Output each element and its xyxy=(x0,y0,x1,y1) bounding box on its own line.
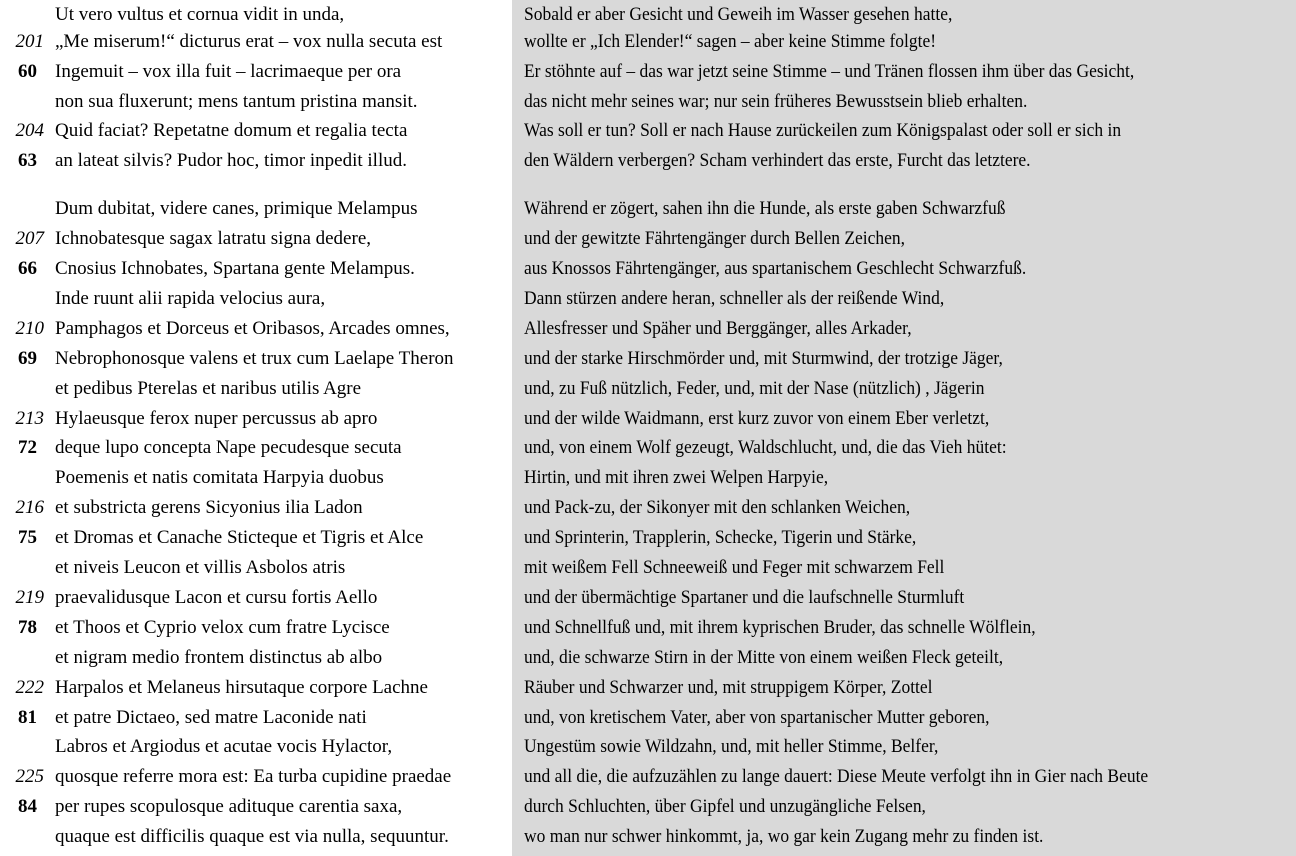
line-number: 84 xyxy=(18,796,37,817)
line-number: 213 xyxy=(15,408,44,429)
text-row xyxy=(0,254,1296,284)
german-translation: und, zu Fuß nützlich, Feder, und, mit der Nase (nützlich) , Jägerin xyxy=(524,378,985,399)
latin-verse: per rupes scopulosque adituque carentia saxa, xyxy=(55,796,403,817)
text-row xyxy=(0,643,1296,673)
latin-verse: Cnosius Ichnobates, Spartana gente Melampus. xyxy=(55,258,415,279)
german-translation: mit weißem Fell Schneeweiß und Feger mit schwarzem Fell xyxy=(524,557,945,578)
latin-verse: praevalidusque Lacon et cursu fortis Aello xyxy=(55,587,378,608)
latin-verse: deque lupo concepta Nape pecudesque secuta xyxy=(55,437,402,458)
german-translation: Ungestüm sowie Wildzahn, und, mit heller Stimme, Belfer, xyxy=(524,736,939,757)
text-row xyxy=(0,463,1296,493)
german-translation: und, von kretischem Vater, aber von spartanischer Mutter geboren, xyxy=(524,707,990,728)
text-row xyxy=(0,792,1296,822)
latin-verse: et niveis Leucon et villis Asbolos atris xyxy=(55,557,346,578)
line-number: 69 xyxy=(18,348,37,369)
text-row xyxy=(0,224,1296,254)
text-row xyxy=(0,433,1296,463)
latin-verse: Harpalos et Melaneus hirsutaque corpore Lachne xyxy=(55,677,428,698)
text-row xyxy=(0,523,1296,553)
line-number: 81 xyxy=(18,707,37,728)
line-number: 78 xyxy=(18,617,37,638)
latin-verse: non sua fluxerunt; mens tantum pristina mansit. xyxy=(55,91,418,112)
text-row xyxy=(0,57,1296,87)
line-number: 207 xyxy=(15,228,44,249)
german-translation: und der gewitzte Fährtengänger durch Bellen Zeichen, xyxy=(524,228,906,249)
line-number: 66 xyxy=(18,258,37,279)
german-translation: und Pack-zu, der Sikonyer mit den schlanken Weichen, xyxy=(524,497,911,518)
latin-verse: Pamphagos et Dorceus et Oribasos, Arcades omnes, xyxy=(55,318,450,339)
text-row xyxy=(0,284,1296,314)
text-row xyxy=(0,583,1296,613)
german-translation: Während er zögert, sahen ihn die Hunde, als erste gaben Schwarzfuß xyxy=(524,198,1006,219)
text-row xyxy=(0,553,1296,583)
line-number: 210 xyxy=(15,318,44,339)
german-translation: und all die, die aufzuzählen zu lange dauert: Diese Meute verfolgt ihn in Gier nach Beute xyxy=(524,766,1149,787)
text-row xyxy=(0,404,1296,434)
german-translation: wo man nur schwer hinkommt, ja, wo gar kein Zugang mehr zu finden ist. xyxy=(524,826,1044,847)
german-translation: und der starke Hirschmörder und, mit Sturmwind, der trotzige Jäger, xyxy=(524,348,1003,369)
latin-verse: et Dromas et Canache Sticteque et Tigris et Alce xyxy=(55,527,424,548)
latin-verse: et nigram medio frontem distinctus ab albo xyxy=(55,647,383,668)
german-translation: das nicht mehr seines war; nur sein früheres Bewusstsein blieb erhalten. xyxy=(524,91,1028,112)
german-translation: durch Schluchten, über Gipfel und unzugängliche Felsen, xyxy=(524,796,926,817)
line-number: 204 xyxy=(15,120,44,141)
line-number: 72 xyxy=(18,437,37,458)
text-row xyxy=(0,673,1296,703)
text-row xyxy=(0,27,1296,57)
german-translation: und der übermächtige Spartaner und die laufschnelle Sturmluft xyxy=(524,587,965,608)
line-number: 225 xyxy=(15,766,44,787)
text-row xyxy=(0,116,1296,146)
latin-verse: Hylaeusque ferox nuper percussus ab apro xyxy=(55,408,378,429)
line-number: 201 xyxy=(15,31,44,52)
line-number: 222 xyxy=(15,677,44,698)
german-translation: und, von einem Wolf gezeugt, Waldschlucht, und, die das Vieh hütet: xyxy=(524,437,1007,458)
text-row xyxy=(0,314,1296,344)
text-row xyxy=(0,703,1296,733)
line-number: 75 xyxy=(18,527,37,548)
latin-verse: Inde ruunt alii rapida velocius aura, xyxy=(55,288,326,309)
line-number: 60 xyxy=(18,61,37,82)
text-row xyxy=(0,146,1296,176)
text-row xyxy=(0,493,1296,523)
text-row xyxy=(0,822,1296,852)
line-number: 216 xyxy=(15,497,44,518)
latin-verse: et Thoos et Cyprio velox cum fratre Lycisce xyxy=(55,617,390,638)
german-translation: und, die schwarze Stirn in der Mitte von einem weißen Fleck geteilt, xyxy=(524,647,1004,668)
latin-verse: Dum dubitat, videre canes, primique Melampus xyxy=(55,198,418,219)
text-row xyxy=(0,0,1296,30)
german-translation: wollte er „Ich Elender!“ sagen – aber keine Stimme folgte! xyxy=(524,31,937,52)
latin-verse: „Me miserum!“ dicturus erat – vox nulla secuta est xyxy=(55,31,443,52)
german-translation: und der wilde Waidmann, erst kurz zuvor von einem Eber verletzt, xyxy=(524,408,990,429)
latin-verse: Ichnobatesque sagax latratu signa dedere, xyxy=(55,228,372,249)
german-translation: Er stöhnte auf – das war jetzt seine Stimme – und Tränen flossen ihm über das Gesicht, xyxy=(524,61,1135,82)
german-translation: Allesfresser und Späher und Berggänger, alles Arkader, xyxy=(524,318,912,339)
latin-verse: an lateat silvis? Pudor hoc, timor inpedit illud. xyxy=(55,150,407,171)
line-number: 63 xyxy=(18,150,37,171)
german-translation: Sobald er aber Gesicht und Geweih im Wasser gesehen hatte, xyxy=(524,4,953,25)
text-row xyxy=(0,732,1296,762)
latin-verse: et patre Dictaeo, sed matre Laconide nati xyxy=(55,707,367,728)
text-row xyxy=(0,374,1296,404)
text-row xyxy=(0,344,1296,374)
latin-verse: quaque est difficilis quaque est via nulla, sequuntur. xyxy=(55,826,449,847)
german-translation: und Sprinterin, Trapplerin, Schecke, Tigerin und Stärke, xyxy=(524,527,917,548)
german-translation: Was soll er tun? Soll er nach Hause zurückeilen zum Königspalast oder soll er sich in xyxy=(524,120,1122,141)
latin-verse: Nebrophonosque valens et trux cum Laelape Theron xyxy=(55,348,454,369)
text-row xyxy=(0,762,1296,792)
text-row xyxy=(0,87,1296,117)
german-translation: Räuber und Schwarzer und, mit struppigem Körper, Zottel xyxy=(524,677,933,698)
german-translation: aus Knossos Fährtengänger, aus spartanischem Geschlecht Schwarzfuß. xyxy=(524,258,1027,279)
german-translation: Hirtin, und mit ihren zwei Welpen Harpyie, xyxy=(524,467,829,488)
latin-verse: Labros et Argiodus et acutae vocis Hylactor, xyxy=(55,736,393,757)
latin-verse: et pedibus Pterelas et naribus utilis Agre xyxy=(55,378,362,399)
text-row xyxy=(0,613,1296,643)
latin-verse: Quid faciat? Repetatne domum et regalia tecta xyxy=(55,120,408,141)
line-number: 219 xyxy=(15,587,44,608)
latin-verse: Ingemuit – vox illa fuit – lacrimaeque per ora xyxy=(55,61,402,82)
german-translation: den Wäldern verbergen? Scham verhindert das erste, Furcht das letztere. xyxy=(524,150,1031,171)
text-row xyxy=(0,194,1296,224)
german-translation: Dann stürzen andere heran, schneller als der reißende Wind, xyxy=(524,288,945,309)
latin-verse: quosque referre mora est: Ea turba cupidine praedae xyxy=(55,766,452,787)
latin-verse: Poemenis et natis comitata Harpyia duobus xyxy=(55,467,384,488)
latin-verse: et substricta gerens Sicyonius ilia Ladon xyxy=(55,497,363,518)
latin-verse: Ut vero vultus et cornua vidit in unda, xyxy=(55,4,345,25)
german-translation: und Schnellfuß und, mit ihrem kyprischen Bruder, das schnelle Wölflein, xyxy=(524,617,1036,638)
